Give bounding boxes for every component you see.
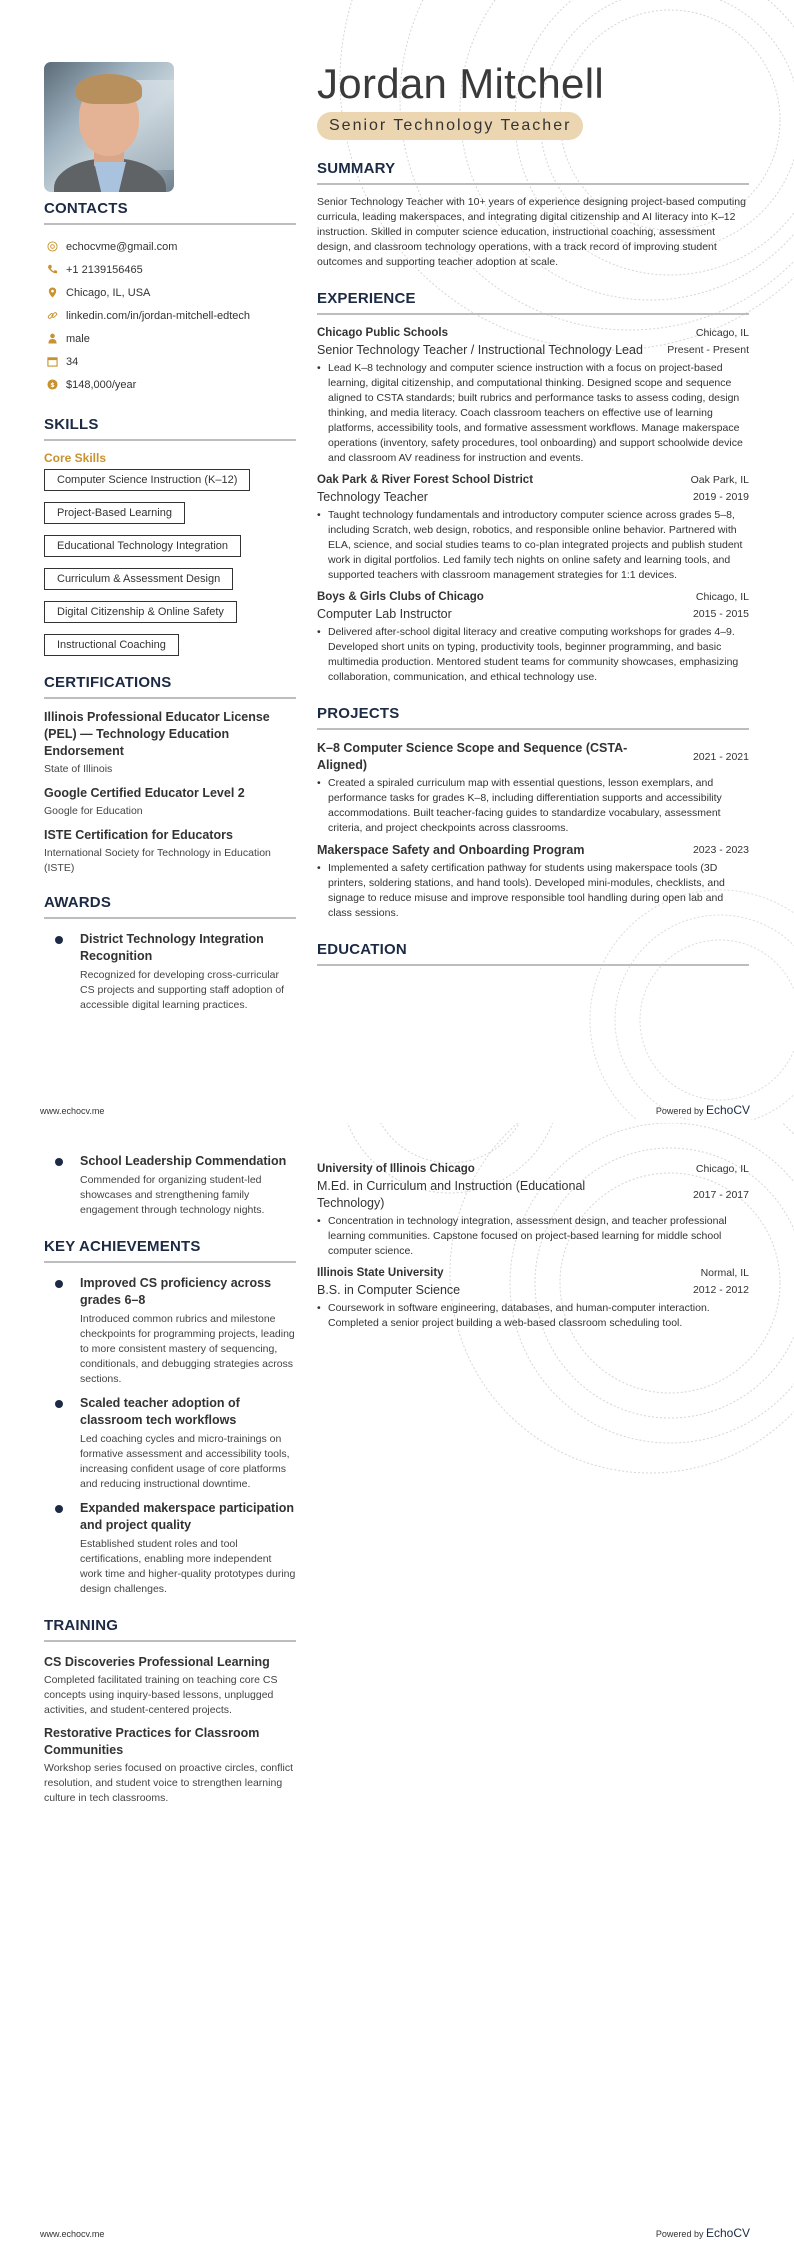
candidate-name: Jordan Mitchell — [317, 60, 604, 107]
training-name: CS Discoveries Professional Learning — [44, 1655, 270, 1669]
main-content — [317, 60, 749, 976]
award-description: Recognized for developing cross-curricular CS projects and supporting staff adoption of accessible digital learning practices. — [80, 969, 285, 1011]
contact-location — [44, 281, 296, 304]
description: Created a spiraled curriculum map with essential questions, lesson exemplars, and performance tasks for grades K–8, including differentiation supports and accessibility accommodations. Built teacher-facing guides to standardize vocabulary, assessment criteria, and project checkpoints across classrooms. — [328, 777, 722, 834]
section-title: AWARDS — [44, 894, 296, 919]
location: Chicago, IL — [695, 1163, 749, 1175]
contact-salary — [44, 373, 296, 396]
experience-section — [317, 290, 749, 685]
employer: Chicago Public Schools — [317, 327, 448, 339]
page-footer — [40, 2226, 750, 2240]
training-section — [44, 1617, 296, 1806]
awards-section — [44, 894, 296, 1013]
contact-value: male — [66, 332, 90, 345]
dates: 2017 - 2017 — [692, 1188, 749, 1201]
bullet-dot-icon — [55, 1158, 63, 1166]
certification-issuer: International Society for Technology in Education (ISTE) — [44, 847, 271, 874]
brand-logo: EchoCV — [705, 2226, 750, 2240]
role: Technology Teacher — [317, 490, 428, 504]
location: Chicago, IL — [695, 591, 749, 603]
degree: B.S. in Computer Science — [317, 1283, 461, 1297]
training-item — [44, 1654, 296, 1718]
award-item — [44, 931, 296, 1013]
at-icon — [46, 241, 58, 253]
contact-value: echocvme@gmail.com — [66, 240, 178, 253]
main-content — [317, 1161, 749, 1337]
projects-section — [317, 705, 749, 921]
section-title: CERTIFICATIONS — [44, 674, 296, 699]
training-description: Completed facilitated training on teaching core CS concepts using inquiry-based lessons, unplugged activities, and student-centered projects. — [44, 1674, 278, 1716]
training-item — [44, 1725, 296, 1806]
certification-name: ISTE Certification for Educators — [44, 828, 233, 842]
footer-website-link[interactable]: www.echocv.me — [40, 1106, 105, 1116]
skill-tag: Instructional Coaching — [44, 634, 179, 656]
bullet-icon: • — [317, 362, 321, 374]
certification-name: Illinois Professional Educator License (PEL) — Technology Education Endorsement — [44, 710, 270, 758]
svg-text:$: $ — [49, 380, 55, 389]
section-title: PROJECTS — [317, 705, 749, 730]
location-pin-icon — [46, 287, 58, 299]
contact-value: $148,000/year — [66, 378, 137, 391]
bullet-icon: • — [317, 777, 321, 789]
bullet-dot-icon — [55, 1505, 63, 1513]
role: Senior Technology Teacher / Instructional Technology Lead — [317, 343, 643, 357]
dates: Present - Present — [667, 344, 749, 356]
skill-tag: Computer Science Instruction (K–12) — [44, 469, 250, 491]
experience-entry — [317, 589, 749, 685]
project-entry — [317, 842, 749, 921]
certification-issuer: Google for Education — [44, 805, 143, 817]
resume-page-2 — [0, 1123, 794, 2246]
education-entry — [317, 1161, 749, 1259]
bullet-icon: • — [317, 862, 321, 874]
achievement-title: Improved CS proficiency across grades 6–8 — [80, 1276, 272, 1307]
calendar-icon — [46, 356, 58, 368]
link-icon — [46, 310, 58, 322]
brand-logo: EchoCV — [705, 1103, 750, 1117]
dates: 2019 - 2019 — [692, 491, 749, 503]
project-name: Makerspace Safety and Onboarding Program — [317, 843, 585, 857]
contact-age — [44, 350, 296, 373]
achievement-description: Led coaching cycles and micro-trainings on formative assessment and accessibility tools, increasing confident usage of core platforms and reducing instructional downtime. — [80, 1433, 290, 1490]
institution: Illinois State University — [317, 1267, 444, 1279]
contacts-section — [44, 200, 296, 396]
skill-tag: Curriculum & Assessment Design — [44, 568, 233, 590]
contact-value: Chicago, IL, USA — [66, 286, 151, 299]
achievement-title: Expanded makerspace participation and project quality — [80, 1501, 294, 1532]
certification-item — [44, 709, 296, 777]
section-title: KEY ACHIEVEMENTS — [44, 1238, 296, 1263]
dates: 2023 - 2023 — [692, 844, 749, 856]
contact-phone[interactable] — [44, 258, 296, 281]
section-title: EXPERIENCE — [317, 290, 749, 315]
contact-value: 34 — [66, 355, 79, 368]
achievement-description: Established student roles and tool certifications, enabling more independent work time and higher-quality prototypes during design challenges. — [80, 1538, 296, 1595]
experience-entry — [317, 472, 749, 583]
contact-value: +1 2139156465 — [66, 263, 143, 276]
skill-tag: Educational Technology Integration — [44, 535, 241, 557]
certification-issuer: State of Illinois — [44, 763, 113, 775]
role: Computer Lab Instructor — [317, 607, 452, 621]
project-name: K–8 Computer Science Scope and Sequence (CSTA-Aligned) — [317, 741, 628, 772]
achievements-section — [44, 1238, 296, 1597]
contact-email[interactable] — [44, 235, 296, 258]
location: Oak Park, IL — [690, 474, 749, 486]
section-title: CONTACTS — [44, 200, 296, 225]
section-title: EDUCATION — [317, 941, 749, 966]
award-title: District Technology Integration Recognition — [80, 932, 264, 963]
achievement-title: Scaled teacher adoption of classroom tech workflows — [80, 1396, 240, 1427]
bullet-dot-icon — [55, 936, 63, 944]
description: Delivered after-school digital literacy and creative computing workshops for grades 4–9. Developed short units on typing, productivity tools, beginner programming, and basic multimedia production. Mentored student teams for community showcases, emphasizing collaboration, communication, and ethical technology use. — [328, 626, 739, 683]
achievement-item — [44, 1395, 296, 1492]
skill-tag: Digital Citizenship & Online Safety — [44, 601, 237, 623]
award-item — [44, 1153, 296, 1218]
dates: 2021 - 2021 — [692, 750, 749, 763]
salary-coin-icon — [46, 379, 58, 391]
location: Normal, IL — [700, 1267, 749, 1279]
bullet-icon: • — [317, 1302, 321, 1314]
footer-powered-by: Powered by EchoCV — [655, 2226, 750, 2240]
bullet-icon: • — [317, 626, 321, 638]
dates: 2012 - 2012 — [692, 1284, 749, 1296]
footer-powered-by: Powered by EchoCV — [655, 1103, 750, 1117]
training-description: Workshop series focused on proactive circles, conflict resolution, and student voice to strengthen learning culture in tech classrooms. — [44, 1762, 293, 1804]
summary-text: Senior Technology Teacher with 10+ years of experience designing project-based computing curricula, leading makerspaces, and integrating digital citizenship and AI literacy into K–12 instruction. Skilled in computer science education, instructional coaching, assessment design, and classroom technology operations, with a track record of improving student outcomes and supporting teacher adoption at scale. — [317, 196, 746, 268]
section-title: SKILLS — [44, 416, 296, 441]
achievement-description: Introduced common rubrics and milestone checkpoints for programming projects, leading to more consistent mastery of sequencing, conditionals, and debugging strategies across sections. — [80, 1313, 295, 1385]
description: Lead K–8 technology and computer science instruction with a focus on project-based learning, digital citizenship, and computational thinking. Designed scope and sequence aligned to CSTA standards; built rubrics and performance tasks to assess coding, design thinking, and media literacy. Coach classroom teachers on effective use of learning platforms, accessibility tools, and formative assessment workflows. Manage makerspace operations (inventory, safety procedures, tool onboarding) and support schoolwide device and classroom AV readiness for instruction and events. — [328, 362, 743, 464]
location: Chicago, IL — [695, 327, 749, 339]
employer: Boys & Girls Clubs of Chicago — [317, 591, 484, 603]
description: Concentration in technology integration, assessment design, and teacher professional learning communities. Capstone focused on project-based learning for middle school computer science. — [328, 1215, 727, 1257]
project-entry — [317, 740, 749, 836]
dates: 2015 - 2015 — [692, 608, 749, 620]
page-footer — [40, 1103, 750, 1117]
skills-subtitle: Core Skills — [44, 451, 107, 465]
award-title: School Leadership Commendation — [80, 1154, 287, 1168]
contact-gender — [44, 327, 296, 350]
sidebar — [44, 62, 296, 1021]
skills-section — [44, 416, 296, 656]
description: Taught technology fundamentals and introductory computer science across grades 5–8, including Scratch, web design, robotics, and responsible online behavior. Partnered with ELA, science, and social studies teams to co-plan integrated projects and publish student work in digital portfolios. Led family tech nights on online safety and learning tools, and supported teachers with classroom management strategies for 1:1 devices. — [328, 509, 743, 581]
job-title-badge: Senior Technology Teacher — [317, 112, 583, 140]
footer-website-link[interactable]: www.echocv.me — [40, 2229, 105, 2239]
sidebar — [44, 1153, 296, 1813]
certification-item — [44, 785, 296, 819]
achievement-item — [44, 1275, 296, 1387]
degree: M.Ed. in Curriculum and Instruction (Educational Technology) — [317, 1179, 586, 1210]
bullet-icon: • — [317, 509, 321, 521]
contact-linkedin[interactable] — [44, 304, 296, 327]
employer: Oak Park & River Forest School District — [317, 474, 534, 486]
section-title: SUMMARY — [317, 160, 749, 185]
skill-tag: Project-Based Learning — [44, 502, 185, 524]
person-icon — [46, 333, 58, 345]
education-entry — [317, 1265, 749, 1331]
experience-entry — [317, 325, 749, 466]
achievement-item — [44, 1500, 296, 1597]
bullet-icon: • — [317, 1215, 321, 1227]
profile-photo — [44, 62, 174, 192]
description: Coursework in software engineering, databases, and human-computer interaction. Completed a senior project building a web-based classroom scheduling tool. — [328, 1302, 710, 1329]
section-title: TRAINING — [44, 1617, 296, 1642]
description: Implemented a safety certification pathway for students using makerspace tools (3D printers, soldering stations, and hand tools). Developed mini-modules, checklists, and signage to reduce misuse and improve responsible tool handling during open lab and class sessions. — [328, 862, 725, 919]
summary-section — [317, 160, 749, 270]
certification-item — [44, 827, 296, 876]
award-description: Commended for organizing student-led showcases and strengthening family engagement through technology nights. — [80, 1174, 265, 1216]
training-name: Restorative Practices for Classroom Communities — [44, 1726, 260, 1757]
certification-name: Google Certified Educator Level 2 — [44, 786, 245, 800]
bullet-dot-icon — [55, 1280, 63, 1288]
institution: University of Illinois Chicago — [317, 1163, 475, 1175]
phone-icon — [46, 264, 58, 276]
education-section — [317, 941, 749, 966]
certifications-section — [44, 674, 296, 876]
contact-value: linkedin.com/in/jordan-mitchell-edtech — [66, 309, 251, 322]
bullet-dot-icon — [55, 1400, 63, 1408]
